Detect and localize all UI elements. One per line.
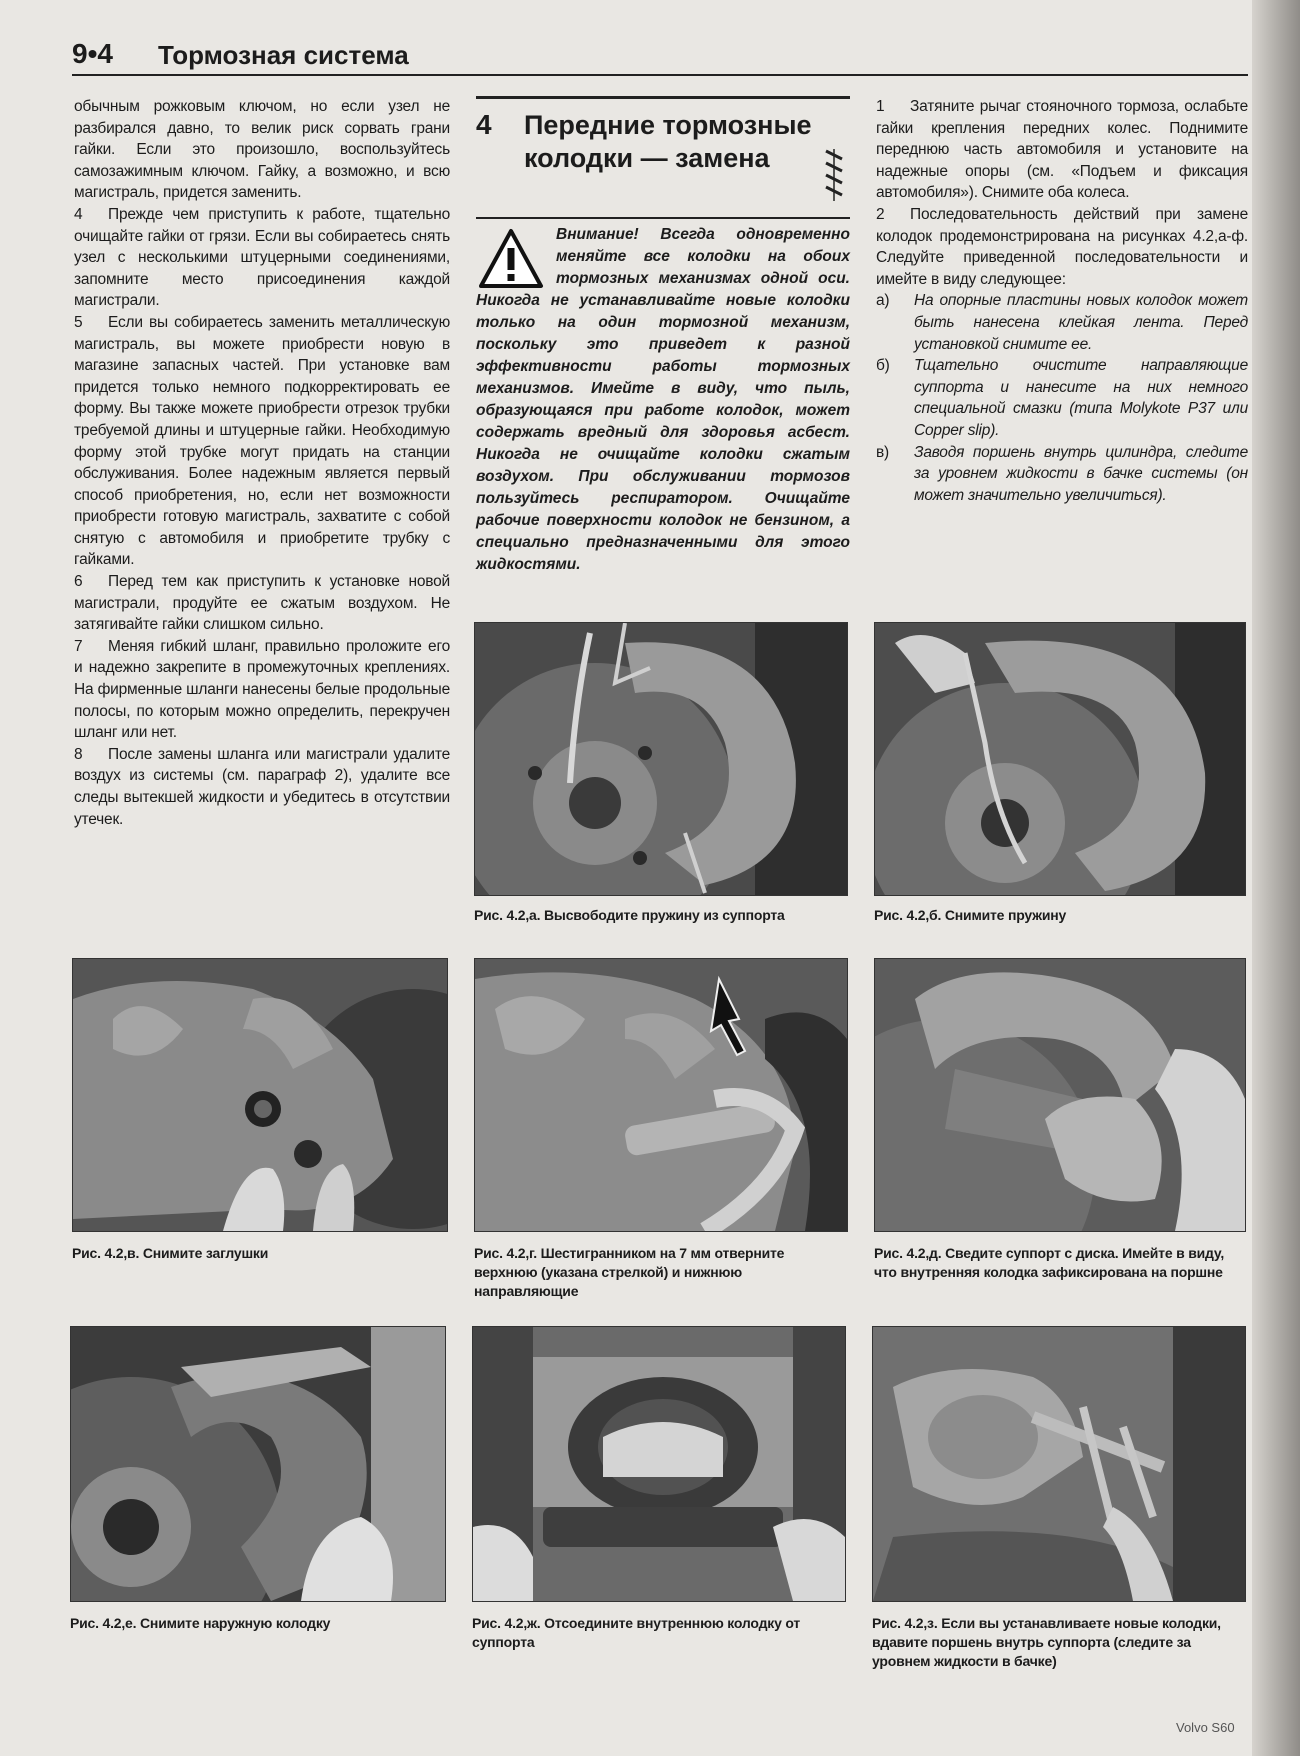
paragraph: 1 Затяните рычаг стояночного тормоза, ослабьте гайки крепления передних колес. Поднимите переднюю часть автомобиля и установите на надежные опоры (см. «Подъем и фиксация автомобиля»). Снимите оба колеса. <box>876 98 1248 202</box>
photo-fig-d <box>874 958 1246 1232</box>
paragraph: 4 Прежде чем приступить к работе, тщательно очищайте гайки от грязи. Если вы собираетесь снять узел с несколькими штуцерными соединениями, запомните место присоединения каждой магистрали. <box>74 205 450 310</box>
figure-caption: Рис. 4.2,ж. Отсоедините внутреннюю колодку от суппорта <box>472 1615 800 1650</box>
photo-fig-b <box>874 622 1246 896</box>
figure-caption: Рис. 4.2,д. Сведите суппорт с диска. Имейте в виду, что внутренняя колодка зафиксирована на поршне <box>874 1245 1225 1280</box>
page-number: 9•4 <box>72 38 113 69</box>
paragraph: 2 Последовательность действий при замене колодок продемонстрирована на рисунках 4.2,а-ф. Следуйте приведенной последовательности и имейте в виду следующее: <box>876 205 1248 288</box>
paragraph: 7 Меняя гибкий шланг, правильно проложите его и надежно закрепите в промежуточных креплениях. На фирменные шланги нанесены белые продольные полосы, по которым можно определить, перекручен шланг или нет. <box>74 637 450 742</box>
figure-caption: Рис. 4.2,з. Если вы устанавливаете новые колодки, вдавите поршень внутрь суппорта (следите за уровнем жидкости в бачке) <box>872 1615 1221 1669</box>
page-header <box>72 38 1248 76</box>
list-item: а) На опорные пластины новых колодок может быть нанесена клейкая лента. Перед установкой снимите ее. <box>876 292 1248 353</box>
photo-fig-v <box>72 958 448 1232</box>
photo-fig-z <box>872 1326 1246 1602</box>
chapter-title: Тормозная система <box>158 40 409 70</box>
photo-fig-a <box>474 622 848 896</box>
list-item: в) Заводя поршень внутрь цилиндра, следите за уровнем жидкости в бачке системы (он может значительно увеличиться). <box>876 443 1248 504</box>
section-title: Передние тормозные колодки — замена <box>524 110 812 173</box>
paragraph: 6 Перед тем как приступить к установке новой магистрали, продуйте ее сжатым воздухом. Не затягивайте гайки слишком сильно. <box>74 573 450 634</box>
footer-model-label: Volvo S60 <box>1176 1720 1235 1735</box>
figure-caption: Рис. 4.2,в. Снимите заглушки <box>72 1245 269 1261</box>
left-column-text <box>74 96 450 830</box>
photo-fig-e <box>70 1326 446 1602</box>
figure-caption: Рис. 4.2,г. Шестигранником на 7 мм отверните верхнюю (указана стрелкой) и нижнюю направляющие <box>474 1245 785 1299</box>
section-heading-box <box>476 96 850 219</box>
difficulty-wrench-icon <box>822 145 846 205</box>
photo-fig-zh <box>472 1326 846 1602</box>
right-column-text <box>876 96 1248 506</box>
section-number: 4 <box>476 109 492 140</box>
paragraph: 8 После замены шланга или магистрали удалите воздух из системы (см. параграф 2), удалите все следы вытекшей жидкости и убедитесь в отсутствии утечек. <box>74 745 450 828</box>
figure-caption: Рис. 4.2,е. Снимите наружную колодку <box>70 1615 331 1631</box>
warning-text: Внимание! Всегда одновременно меняйте все колодки на обоих тормозных механизмах одной оси. Никогда не устанавливайте новые колодки только на один тормозной механизм, поскольку это приведет к разной эффективности работы тормозных механизмов. Имейте в виду, что пыль, образующаяся при работе колодок, может содержать вредный для здоровья асбест. Никогда не очищайте колодки сжатым воздухом. При обслуживании тормозов пользуйтесь респиратором. Очищайте рабочие поверхности колодок не бензином, а специально предназначенными для этого жидкостями. <box>476 226 850 573</box>
photo-fig-g <box>474 958 848 1232</box>
figure-caption: Рис. 4.2,а. Высвободите пружину из суппорта <box>474 907 785 923</box>
paragraph: 5 Если вы собираетесь заменить металлическую магистраль, вы можете приобрести новую в магазине запасных частей. При установке вам придется только немного подкорректировать ее форму. Вы также можете приобрести отрезок трубки требуемой длины и штуцерные гайки. Необходимую форму этой трубке могут придать на станции обслуживания. Более надежным является первый способ приобретения, но, если нет возможности приобрести готовую магистраль, захватите с собой снятую с автомобиля и приобретите трубку с гайками. <box>74 313 450 569</box>
page-edge-shadow <box>1252 0 1300 1756</box>
list-item: б) Тщательно очистите направляющие суппорта и нанесите на них немного специальной смазки (типа Molykote P37 или Copper slip). <box>876 357 1248 439</box>
paragraph: обычным рожковым ключом, но если узел не разбирался давно, то велик риск сорвать грани гайки. Если это произошло, воспользуйтесь самозажимным ключом. Гайку, а возможно, и всю магистраль, придется заменить. <box>74 98 450 202</box>
figure-caption: Рис. 4.2,б. Снимите пружину <box>874 907 1067 923</box>
